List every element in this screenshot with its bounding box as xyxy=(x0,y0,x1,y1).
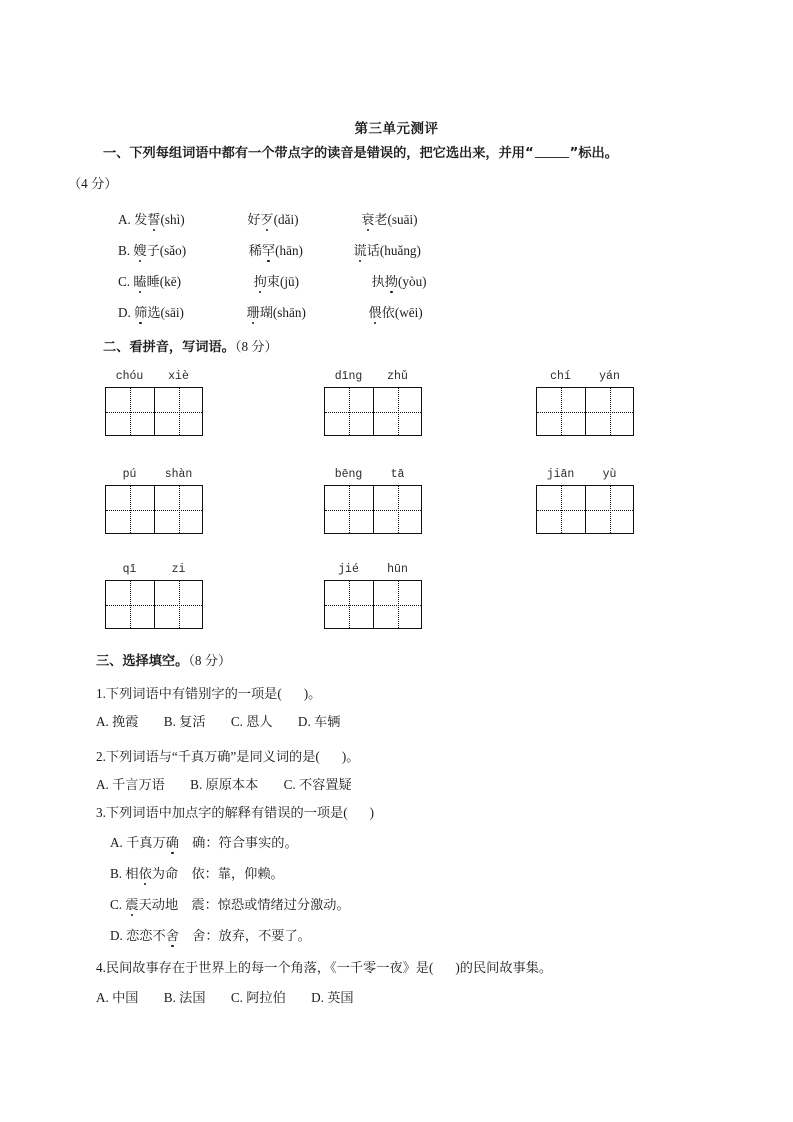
section1-points: （4 分） xyxy=(68,176,118,191)
tianzige-cell[interactable] xyxy=(325,486,373,533)
section3-heading xyxy=(96,654,231,668)
word-char-dotted: 歹 xyxy=(260,212,274,227)
idiom: 震天动地 xyxy=(125,897,179,912)
row-label: D. xyxy=(118,305,131,320)
pinyin-grid-3 xyxy=(536,370,634,436)
word-3: 衰老(suāi) xyxy=(361,212,418,227)
pinyin-syllable: zi xyxy=(171,563,186,576)
question-4-stem xyxy=(96,961,552,974)
word-char-dotted: 嫂 xyxy=(133,243,147,258)
idiom: 千真万确 xyxy=(126,835,179,850)
word-char: 执 xyxy=(371,274,385,289)
question-3-option-c[interactable] xyxy=(110,898,350,911)
question-1-options xyxy=(96,715,340,728)
option-gloss: 确：符合事实的。 xyxy=(192,835,298,850)
question-number: 2. xyxy=(96,749,106,764)
question-stem-after: )的民间故事集。 xyxy=(455,960,553,975)
pinyin-syllable: zhǔ xyxy=(387,370,408,383)
word-char-dotted: 拗 xyxy=(384,274,398,289)
pinyin-grid-6 xyxy=(536,468,634,534)
option-c[interactable]: C. 恩人 xyxy=(230,714,273,729)
question-stem-before: 下列词语与“千真万确”是同义词的是( xyxy=(105,749,320,764)
word-char: 瑚 xyxy=(259,305,273,320)
tianzige-cell[interactable] xyxy=(325,388,373,435)
tianzige-cell[interactable] xyxy=(106,388,154,435)
pinyin-syllable: dīng xyxy=(334,370,363,383)
word-3: 偎依(wēi) xyxy=(368,305,423,320)
pinyin-row xyxy=(105,370,203,383)
option-c[interactable]: C. 不容置疑 xyxy=(283,777,352,792)
question-stem-before: 下列词语中加点字的解释有错误的一项是( xyxy=(105,805,348,820)
pinyin-syllable: tā xyxy=(390,468,405,481)
word-2: 珊瑚(shān) xyxy=(246,305,306,320)
option-label: B. xyxy=(110,866,123,881)
option-d[interactable]: D. 车辆 xyxy=(297,714,341,729)
row-label: C. xyxy=(118,274,131,289)
section1-row-b xyxy=(118,244,421,257)
tianzige-cell[interactable] xyxy=(373,388,421,435)
pinyin-grid-5 xyxy=(324,468,422,534)
idiom: 恋恋不舍 xyxy=(126,928,179,943)
tianzige-box[interactable] xyxy=(324,485,422,534)
word-1: 嫂子(sǎo) xyxy=(133,243,187,258)
word-char-dotted: 珊 xyxy=(246,305,260,320)
tianzige-box[interactable] xyxy=(105,580,203,629)
option-a[interactable]: A. 挽霞 xyxy=(96,714,139,729)
option-b[interactable]: B. 法国 xyxy=(163,990,206,1005)
word-char: 话 xyxy=(366,243,380,258)
question-stem-after: )。 xyxy=(303,686,322,701)
word-char-dotted: 衰 xyxy=(361,212,375,227)
section3-heading-text: 三、选择填空。 xyxy=(96,654,189,669)
word-char: 子 xyxy=(146,243,160,258)
section3-points: （8 分） xyxy=(188,653,232,668)
section2-heading-text: 二、看拼音，写词语。 xyxy=(103,340,235,355)
word-char: 发 xyxy=(134,212,148,227)
question-number: 4. xyxy=(96,960,106,975)
word-char-dotted: 拘 xyxy=(253,274,267,289)
tianzige-cell[interactable] xyxy=(154,581,202,628)
word-char-dotted: 筛 xyxy=(134,305,148,320)
pinyin-grid-4 xyxy=(105,468,203,534)
pinyin-syllable: yù xyxy=(602,468,617,481)
pinyin-syllable: hūn xyxy=(387,563,408,576)
pinyin-syllable: jiān xyxy=(546,468,575,481)
pinyin-row xyxy=(324,370,422,383)
pinyin-row xyxy=(536,468,634,481)
word-2: 拘束(jū) xyxy=(253,274,300,289)
word-char-dotted: 誓 xyxy=(147,212,161,227)
word-1: 筛选(sāi) xyxy=(134,305,184,320)
option-gloss: 依：靠，仰赖。 xyxy=(191,866,284,881)
section1-heading xyxy=(103,146,618,160)
question-2-stem xyxy=(96,750,359,763)
section1-row-c xyxy=(118,275,427,288)
tianzige-cell[interactable] xyxy=(106,581,154,628)
idiom-char-dotted: 舍 xyxy=(165,928,179,943)
word-2: 稀罕(hān) xyxy=(248,243,303,258)
pinyin-row xyxy=(105,563,203,576)
section2-heading xyxy=(103,340,278,354)
pinyin-row xyxy=(324,468,422,481)
pinyin-syllable: yán xyxy=(599,370,620,383)
pinyin-syllable: chóu xyxy=(115,370,144,383)
row-label: B. xyxy=(118,243,131,258)
option-label: D. xyxy=(110,928,123,943)
word-char: 束 xyxy=(266,274,280,289)
tianzige-box[interactable] xyxy=(105,387,203,436)
tianzige-cell[interactable] xyxy=(585,388,633,435)
pinyin-grid-2 xyxy=(324,370,422,436)
question-3-option-a[interactable] xyxy=(110,836,298,849)
idiom: 相依为命 xyxy=(125,866,179,881)
option-c[interactable]: C. 阿拉伯 xyxy=(230,990,286,1005)
section1-heading-suffix: ”标出。 xyxy=(569,146,618,161)
tianzige-cell[interactable] xyxy=(154,486,202,533)
word-char-dotted: 罕 xyxy=(261,243,276,258)
question-1-stem xyxy=(96,687,321,700)
question-4-options xyxy=(96,991,354,1004)
pinyin-syllable: jié xyxy=(338,563,359,576)
word-3: 谎话(huǎng) xyxy=(353,243,421,258)
pinyin-syllable: bēng xyxy=(334,468,363,481)
tianzige-cell[interactable] xyxy=(325,581,373,628)
word-char: 依 xyxy=(381,305,395,320)
option-d[interactable]: D. 英国 xyxy=(311,990,354,1005)
option-label: A. xyxy=(110,835,123,850)
pinyin-row xyxy=(105,468,203,481)
section1-row-a xyxy=(118,213,418,226)
tianzige-box[interactable] xyxy=(536,387,634,436)
word-char-dotted: 谎 xyxy=(353,243,367,258)
tianzige-cell[interactable] xyxy=(585,486,633,533)
question-number: 1. xyxy=(96,686,106,701)
word-3: 执拗(yòu) xyxy=(371,274,427,289)
tianzige-box[interactable] xyxy=(324,387,422,436)
question-stem-before: 民间故事存在于世界上的每一个角落，《一千零一夜》是( xyxy=(105,960,434,975)
pinyin-syllable: chí xyxy=(550,370,571,383)
question-3-stem xyxy=(96,806,374,819)
pinyin-grid-1 xyxy=(105,370,203,436)
section2-points: （8 分） xyxy=(234,339,278,354)
word-1: 瞌睡(kē) xyxy=(133,274,181,289)
option-gloss: 舍：放弃，不要了。 xyxy=(192,928,311,943)
idiom-char-dotted: 依 xyxy=(138,866,152,881)
option-gloss: 震：惊恐或情绪过分激动。 xyxy=(191,897,350,912)
page-title: 第三单元测评 xyxy=(354,121,439,137)
pinyin-row xyxy=(536,370,634,383)
option-a[interactable]: A. 千言万语 xyxy=(96,777,165,792)
tianzige-box[interactable] xyxy=(536,485,634,534)
answer-blank-rule xyxy=(535,146,569,158)
pinyin-syllable: shàn xyxy=(164,468,193,481)
question-3-option-b[interactable] xyxy=(110,867,284,880)
question-stem-after: )。 xyxy=(341,749,360,764)
question-3-option-d[interactable] xyxy=(110,929,311,942)
section1-row-d xyxy=(118,306,423,319)
tianzige-cell[interactable] xyxy=(373,486,421,533)
idiom-char-dotted: 确 xyxy=(165,835,179,850)
pinyin-grid-8 xyxy=(324,563,422,629)
tianzige-cell[interactable] xyxy=(154,388,202,435)
tianzige-box[interactable] xyxy=(105,485,203,534)
tianzige-box[interactable] xyxy=(324,580,422,629)
option-b[interactable]: B. 复活 xyxy=(163,714,206,729)
pinyin-row xyxy=(324,563,422,576)
word-2: 好歹(dǎi) xyxy=(247,212,299,227)
option-label: C. xyxy=(110,897,123,912)
tianzige-cell[interactable] xyxy=(537,486,585,533)
word-char-dotted: 瞌 xyxy=(133,274,147,289)
tianzige-cell[interactable] xyxy=(106,486,154,533)
option-b[interactable]: B. 原原本本 xyxy=(190,777,259,792)
word-1: 发誓(shì) xyxy=(134,212,185,227)
question-stem-before: 下列词语中有错别字的一项是( xyxy=(105,686,282,701)
word-char: 老 xyxy=(374,212,388,227)
pinyin-grid-7 xyxy=(105,563,203,629)
pinyin-syllable: qī xyxy=(122,563,137,576)
idiom-char-dotted: 震 xyxy=(125,897,139,912)
row-label: A. xyxy=(118,212,131,227)
question-2-options xyxy=(96,778,352,791)
pinyin-syllable: pú xyxy=(122,468,137,481)
word-char: 好 xyxy=(247,212,261,227)
word-char: 睡 xyxy=(146,274,160,289)
pinyin-syllable: xiè xyxy=(168,370,189,383)
option-a[interactable]: A. 中国 xyxy=(96,990,139,1005)
question-number: 3. xyxy=(96,805,106,820)
question-stem-after: ) xyxy=(369,805,375,820)
tianzige-cell[interactable] xyxy=(373,581,421,628)
section1-heading-prefix: 一、下列每组词语中都有一个带点字的读音是错误的，把它选出来，并用“ xyxy=(103,146,534,161)
word-char: 选 xyxy=(147,305,161,320)
tianzige-cell[interactable] xyxy=(537,388,585,435)
word-char-dotted: 偎 xyxy=(368,305,382,320)
word-char: 稀 xyxy=(248,243,262,258)
